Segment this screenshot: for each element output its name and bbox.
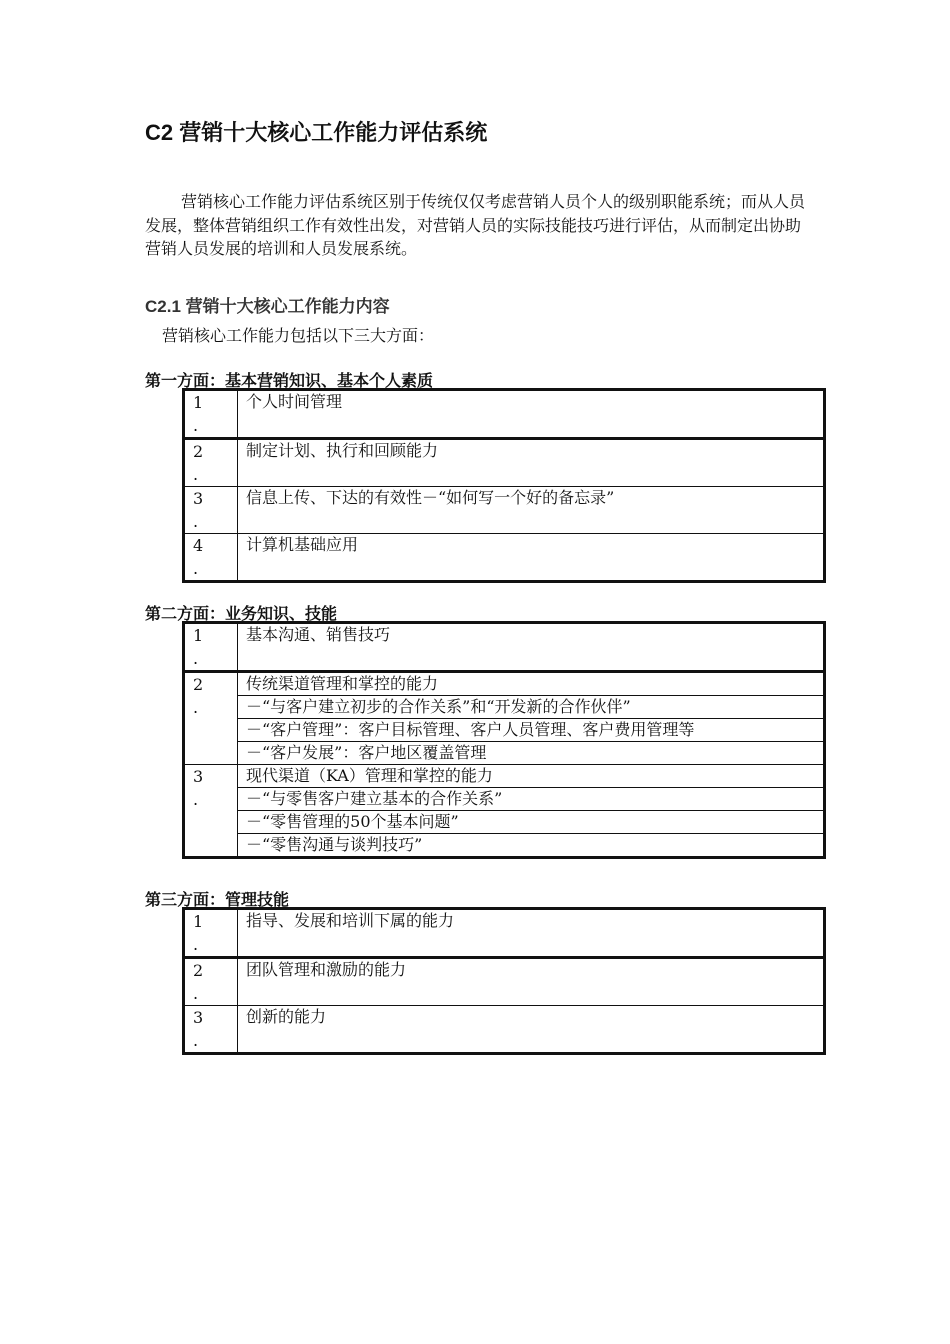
- sub-item-text: －“客户发展”：客户地区覆盖管理: [238, 742, 825, 765]
- item-text: 个人时间管理: [238, 390, 825, 439]
- aspect-2-title: 第二方面：业务知识、技能: [145, 604, 338, 623]
- table-row: [184, 765, 825, 788]
- section-heading: C2.1 营销十大核心工作能力内容: [145, 297, 390, 316]
- table-row: [184, 487, 825, 534]
- item-text: 现代渠道（KA）管理和掌控的能力: [238, 765, 825, 788]
- item-text: 制定计划、执行和回顾能力: [238, 439, 825, 487]
- sub-item-text: －“与客户建立初步的合作关系”和“开发新的合作伙伴”: [238, 696, 825, 719]
- item-number: 4 .: [184, 534, 238, 582]
- lead-sentence: 营销核心工作能力包括以下三大方面：: [162, 326, 435, 345]
- aspect-3-title: 第三方面：管理技能: [145, 890, 290, 909]
- table-row: [184, 834, 825, 858]
- table-row: [184, 696, 825, 719]
- intro-paragraph: [145, 190, 810, 261]
- item-text: 传统渠道管理和掌控的能力: [238, 672, 825, 696]
- aspect-2-table: [182, 621, 826, 859]
- item-number: 2 .: [184, 672, 238, 765]
- aspect-1-table: [182, 388, 826, 583]
- table-row: [184, 719, 825, 742]
- item-number: 3 .: [184, 765, 238, 858]
- item-text: 团队管理和激励的能力: [238, 958, 825, 1006]
- item-number: 2 .: [184, 439, 238, 487]
- table-row: [184, 788, 825, 811]
- sub-item-text: －“与零售客户建立基本的合作关系”: [238, 788, 825, 811]
- aspect-1-title: 第一方面：基本营销知识、基本个人素质: [145, 371, 434, 390]
- item-number: 1 .: [184, 390, 238, 439]
- table-row: [184, 439, 825, 487]
- table-row: [184, 534, 825, 582]
- table-row: [184, 1006, 825, 1054]
- item-text: 创新的能力: [238, 1006, 825, 1054]
- item-number: 1 .: [184, 909, 238, 958]
- item-number: 2 .: [184, 958, 238, 1006]
- table-row: [184, 623, 825, 672]
- aspect-3-table: [182, 907, 826, 1055]
- sub-item-text: －“客户管理”：客户目标管理、客户人员管理、客户费用管理等: [238, 719, 825, 742]
- table-row: [184, 811, 825, 834]
- item-text: 基本沟通、销售技巧: [238, 623, 825, 672]
- item-text: 信息上传、下达的有效性－“如何写一个好的备忘录”: [238, 487, 825, 534]
- item-number: 3 .: [184, 487, 238, 534]
- table-row: [184, 672, 825, 696]
- item-text: 指导、发展和培训下属的能力: [238, 909, 825, 958]
- table-row: [184, 742, 825, 765]
- table-row: [184, 390, 825, 439]
- table-row: [184, 958, 825, 1006]
- document-title: C2 营销十大核心工作能力评估系统: [145, 120, 488, 145]
- item-text: 计算机基础应用: [238, 534, 825, 582]
- item-number: 1 .: [184, 623, 238, 672]
- intro-text: 营销核心工作能力评估系统区别于传统仅仅考虑营销人员个人的级别职能系统；而从人员发展，整体营销组织工作有效性出发，对营销人员的实际技能技巧进行评估，从而制定出协助营销人员发展的培训和人员发展系统。: [145, 192, 806, 258]
- table-row: [184, 909, 825, 958]
- sub-item-text: －“零售沟通与谈判技巧”: [238, 834, 825, 858]
- sub-item-text: －“零售管理的50个基本问题”: [238, 811, 825, 834]
- item-number: 3 .: [184, 1006, 238, 1054]
